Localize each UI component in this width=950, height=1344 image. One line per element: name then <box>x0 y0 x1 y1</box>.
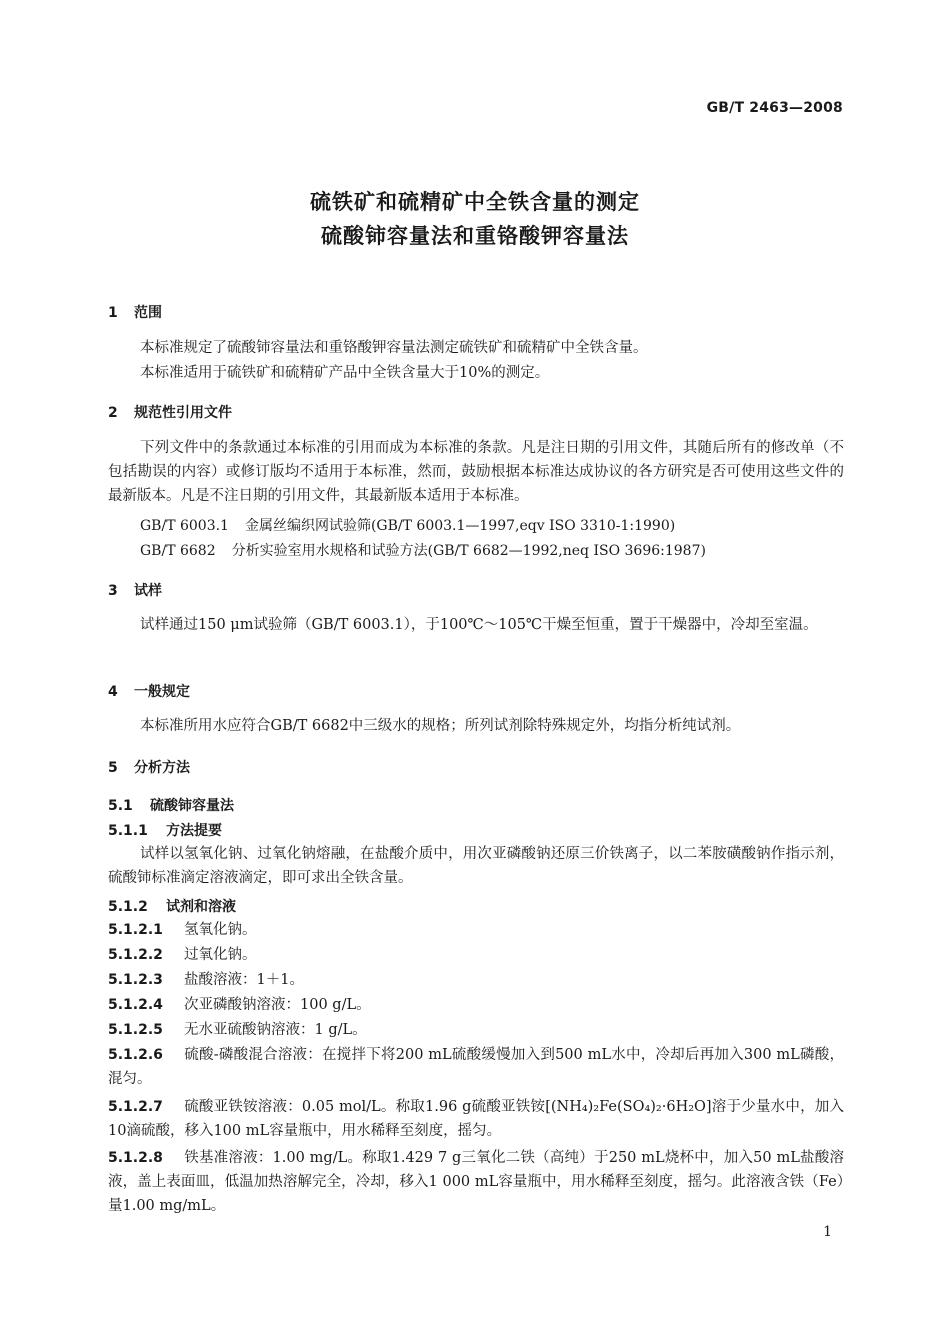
reagent-item <box>108 1043 844 1091</box>
section-number: 1 <box>108 305 118 321</box>
item-number: 5.1.2.2 <box>108 947 163 963</box>
reference-code: GB/T 6682 <box>140 543 216 559</box>
reagent-item <box>108 1095 844 1143</box>
reference-item <box>140 515 675 535</box>
section-1-paragraph-1: 本标准规定了硫酸铈容量法和重铬酸钾容量法测定硫铁矿和硫精矿中全铁含量。 <box>140 340 648 356</box>
section-1-paragraph-2: 本标准适用于硫铁矿和硫精矿产品中全铁含量大于10%的测定。 <box>140 365 550 381</box>
section-4-paragraph-1: 本标准所用水应符合GB/T 6682中三级水的规格；所列试剂除特殊规定外，均指分析纯试剂。 <box>140 718 741 734</box>
item-number: 5.1.2.8 <box>108 1150 163 1166</box>
section-title: 一般规定 <box>134 684 190 700</box>
section-title: 范围 <box>134 305 162 321</box>
item-text: 硫酸-磷酸混合溶液：在搅拌下将200 mL硫酸缓慢加入到500 mL水中，冷却后再加入300 mL磷酸，混匀。 <box>108 1047 844 1087</box>
reference-item <box>140 540 706 560</box>
section-title: 分析方法 <box>134 760 190 776</box>
reagent-item <box>108 968 844 992</box>
reagent-item <box>108 943 844 967</box>
item-number: 5.1.2.4 <box>108 997 163 1013</box>
section-title: 试样 <box>134 583 162 599</box>
section-4-heading <box>108 681 190 701</box>
section-title: 硫酸铈容量法 <box>150 798 234 814</box>
item-number: 5.1.2.5 <box>108 1022 163 1038</box>
document-title-line2: 硫酸铈容量法和重铬酸钾容量法 <box>321 224 629 248</box>
item-text: 次亚磷酸钠溶液：100 g/L。 <box>184 997 371 1013</box>
section-number: 5.1.1 <box>108 823 148 839</box>
reagent-item <box>108 918 844 942</box>
section-2-paragraph-1: 下列文件中的条款通过本标准的引用而成为本标准的条款。凡是注日期的引用文件，其随后所有的修改单（不包括勘误的内容）或修订版均不适用于本标准，然而，鼓励根据本标准达成协议的各方研究是否可使用这些文件的最新版本。凡是不注日期的引用文件，其最新版本适用于本标准。 <box>108 440 844 504</box>
section-3-heading <box>108 580 162 600</box>
reagent-item <box>108 1018 844 1042</box>
section-number: 5 <box>108 760 118 776</box>
section-title: 试剂和溶液 <box>166 899 236 915</box>
reference-code: GB/T 6003.1 <box>140 518 229 534</box>
item-text: 盐酸溶液：1＋1。 <box>184 972 304 988</box>
item-text: 氢氧化钠。 <box>184 922 257 938</box>
document-title-line1: 硫铁矿和硫精矿中全铁含量的测定 <box>310 190 640 214</box>
section-3-paragraph-1: 试样通过150 μm试验筛（GB/T 6003.1），于100℃～105℃干燥至恒重，置于干燥器中，冷却至室温。 <box>140 617 818 633</box>
item-text: 无水亚硫酸钠溶液：1 g/L。 <box>184 1022 367 1038</box>
section-2-heading <box>108 402 232 422</box>
item-text: 过氧化钠。 <box>184 947 257 963</box>
section-1-heading <box>108 302 162 322</box>
reagent-item <box>108 993 844 1017</box>
section-title: 规范性引用文件 <box>134 405 232 421</box>
section-number: 4 <box>108 684 118 700</box>
reference-title: 分析实验室用水规格和试验方法(GB/T 6682—1992,neq ISO 3696:1987) <box>231 543 706 559</box>
standard-code: GB/T 2463—2008 <box>706 100 843 116</box>
reagent-item <box>108 1146 844 1218</box>
item-text: 硫酸亚铁铵溶液：0.05 mol/L。称取1.96 g硫酸亚铁铵[(NH₄)₂Fe(SO₄)₂·6H₂O]溶于少量水中，加入10滴硫酸，移入100 mL容量瓶中，用水稀释至刻度，摇匀。 <box>108 1099 844 1139</box>
item-number: 5.1.2.6 <box>108 1047 163 1063</box>
item-number: 5.1.2.3 <box>108 972 163 988</box>
section-number: 3 <box>108 583 118 599</box>
section-title: 方法提要 <box>166 823 222 839</box>
subsection-5-1-1-heading <box>108 820 222 840</box>
reference-title: 金属丝编织网试验筛(GB/T 6003.1—1997,eqv ISO 3310-1:1990) <box>244 518 676 534</box>
subsection-5-1-heading <box>108 795 234 815</box>
subsection-5-1-2-heading <box>108 896 236 916</box>
item-text: 铁基准溶液：1.00 mg/L。称取1.429 7 g三氧化二铁（高纯）于250 mL烧杯中，加入50 mL盐酸溶液，盖上表面皿，低温加热溶解完全，冷却，移入1 000 mL容量瓶中，用水稀释至刻度，摇匀。此溶液含铁（Fe）量1.00 mg/mL。 <box>108 1150 844 1214</box>
page-number: 1 <box>823 1224 832 1240</box>
item-number: 5.1.2.1 <box>108 922 163 938</box>
section-number: 2 <box>108 405 118 421</box>
section-5-heading <box>108 757 190 777</box>
section-number: 5.1.2 <box>108 899 148 915</box>
section-number: 5.1 <box>108 798 133 814</box>
item-number: 5.1.2.7 <box>108 1099 163 1115</box>
subsection-5-1-1-paragraph: 试样以氢氧化钠、过氧化钠熔融，在盐酸介质中，用次亚磷酸钠还原三价铁离子，以二苯胺磺酸钠作指示剂，硫酸铈标准滴定溶液滴定，即可求出全铁含量。 <box>108 846 844 886</box>
